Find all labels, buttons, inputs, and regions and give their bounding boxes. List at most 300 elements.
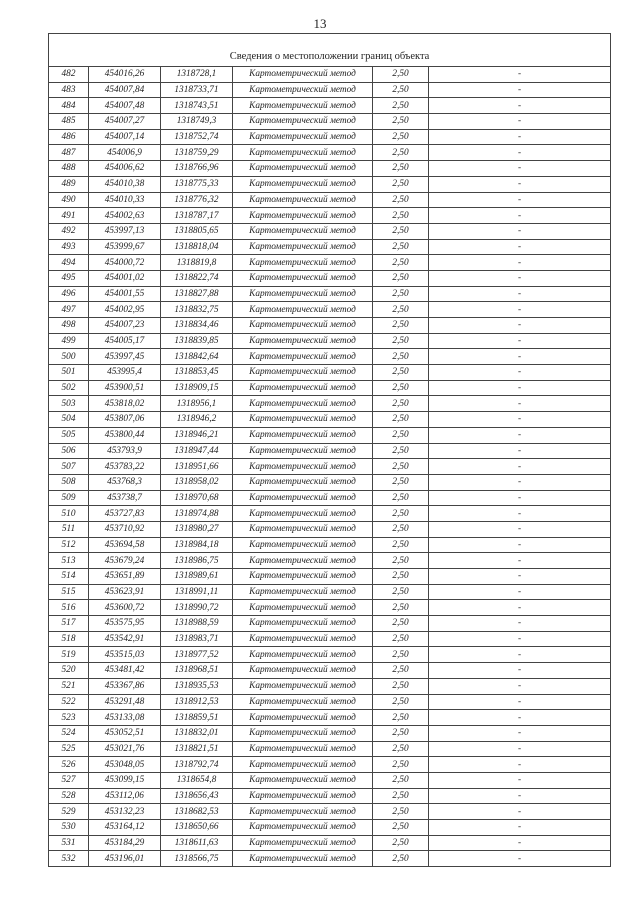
y-coordinate-cell: 1318947,44	[161, 443, 233, 459]
x-coordinate-cell: 453997,13	[89, 223, 161, 239]
x-coordinate-cell: 454005,17	[89, 333, 161, 349]
description-cell: -	[429, 82, 611, 98]
point-number-cell: 496	[49, 286, 89, 302]
point-number-cell: 501	[49, 365, 89, 381]
table-row	[49, 788, 611, 804]
description-cell: -	[429, 851, 611, 867]
x-coordinate-cell: 453807,06	[89, 412, 161, 428]
table-row	[49, 459, 611, 475]
method-cell: Картометрический метод	[233, 176, 373, 192]
table-row	[49, 145, 611, 161]
y-coordinate-cell: 1318792,74	[161, 757, 233, 773]
y-coordinate-cell: 1318989,61	[161, 569, 233, 585]
point-number-cell: 493	[49, 239, 89, 255]
precision-cell: 2,50	[373, 710, 429, 726]
method-cell: Картометрический метод	[233, 145, 373, 161]
method-cell: Картометрический метод	[233, 835, 373, 851]
table-row	[49, 835, 611, 851]
description-cell: -	[429, 600, 611, 616]
point-number-cell: 486	[49, 129, 89, 145]
method-cell: Картометрический метод	[233, 98, 373, 114]
x-coordinate-cell: 453021,76	[89, 741, 161, 757]
method-cell: Картометрический метод	[233, 427, 373, 443]
point-number-cell: 507	[49, 459, 89, 475]
table-row	[49, 239, 611, 255]
y-coordinate-cell: 1318682,53	[161, 804, 233, 820]
y-coordinate-cell: 1318946,2	[161, 412, 233, 428]
point-number-cell: 528	[49, 788, 89, 804]
point-number-cell: 495	[49, 270, 89, 286]
point-number-cell: 509	[49, 490, 89, 506]
x-coordinate-cell: 453679,24	[89, 553, 161, 569]
precision-cell: 2,50	[373, 349, 429, 365]
precision-cell: 2,50	[373, 584, 429, 600]
x-coordinate-cell: 453133,08	[89, 710, 161, 726]
method-cell: Картометрический метод	[233, 67, 373, 83]
x-coordinate-cell: 453900,51	[89, 380, 161, 396]
precision-cell: 2,50	[373, 772, 429, 788]
table-row	[49, 67, 611, 83]
table-row	[49, 741, 611, 757]
x-coordinate-cell: 453052,51	[89, 725, 161, 741]
x-coordinate-cell: 454006,62	[89, 161, 161, 177]
method-cell: Картометрический метод	[233, 302, 373, 318]
y-coordinate-cell: 1318983,71	[161, 631, 233, 647]
description-cell: -	[429, 427, 611, 443]
y-coordinate-cell: 1318909,15	[161, 380, 233, 396]
precision-cell: 2,50	[373, 490, 429, 506]
method-cell: Картометрический метод	[233, 725, 373, 741]
precision-cell: 2,50	[373, 427, 429, 443]
point-number-cell: 499	[49, 333, 89, 349]
x-coordinate-cell: 454010,33	[89, 192, 161, 208]
x-coordinate-cell: 454000,72	[89, 255, 161, 271]
x-coordinate-cell: 453132,23	[89, 804, 161, 820]
y-coordinate-cell: 1318832,01	[161, 725, 233, 741]
table-row	[49, 678, 611, 694]
y-coordinate-cell: 1318827,88	[161, 286, 233, 302]
y-coordinate-cell: 1318958,02	[161, 474, 233, 490]
y-coordinate-cell: 1318980,27	[161, 521, 233, 537]
description-cell: -	[429, 757, 611, 773]
precision-cell: 2,50	[373, 412, 429, 428]
method-cell: Картометрический метод	[233, 114, 373, 130]
precision-cell: 2,50	[373, 725, 429, 741]
precision-cell: 2,50	[373, 208, 429, 224]
x-coordinate-cell: 453164,12	[89, 820, 161, 836]
precision-cell: 2,50	[373, 161, 429, 177]
y-coordinate-cell: 1318986,75	[161, 553, 233, 569]
method-cell: Картометрический метод	[233, 569, 373, 585]
table-row	[49, 412, 611, 428]
x-coordinate-cell: 454002,95	[89, 302, 161, 318]
y-coordinate-cell: 1318749,3	[161, 114, 233, 130]
precision-cell: 2,50	[373, 569, 429, 585]
method-cell: Картометрический метод	[233, 772, 373, 788]
precision-cell: 2,50	[373, 302, 429, 318]
method-cell: Картометрический метод	[233, 161, 373, 177]
x-coordinate-cell: 453575,95	[89, 616, 161, 632]
table-row	[49, 114, 611, 130]
method-cell: Картометрический метод	[233, 757, 373, 773]
x-coordinate-cell: 454007,14	[89, 129, 161, 145]
description-cell: -	[429, 772, 611, 788]
y-coordinate-cell: 1318775,33	[161, 176, 233, 192]
point-number-cell: 515	[49, 584, 89, 600]
description-cell: -	[429, 114, 611, 130]
description-cell: -	[429, 98, 611, 114]
point-number-cell: 491	[49, 208, 89, 224]
table-row	[49, 600, 611, 616]
x-coordinate-cell: 453995,4	[89, 365, 161, 381]
method-cell: Картометрический метод	[233, 459, 373, 475]
method-cell: Картометрический метод	[233, 286, 373, 302]
x-coordinate-cell: 454007,84	[89, 82, 161, 98]
method-cell: Картометрический метод	[233, 239, 373, 255]
y-coordinate-cell: 1318974,88	[161, 506, 233, 522]
description-cell: -	[429, 490, 611, 506]
description-cell: -	[429, 161, 611, 177]
method-cell: Картометрический метод	[233, 396, 373, 412]
point-number-cell: 531	[49, 835, 89, 851]
description-cell: -	[429, 741, 611, 757]
y-coordinate-cell: 1318805,65	[161, 223, 233, 239]
precision-cell: 2,50	[373, 506, 429, 522]
description-cell: -	[429, 521, 611, 537]
point-number-cell: 508	[49, 474, 89, 490]
table-row	[49, 647, 611, 663]
precision-cell: 2,50	[373, 98, 429, 114]
x-coordinate-cell: 453783,22	[89, 459, 161, 475]
y-coordinate-cell: 1318728,1	[161, 67, 233, 83]
y-coordinate-cell: 1318733,71	[161, 82, 233, 98]
x-coordinate-cell: 453818,02	[89, 396, 161, 412]
method-cell: Картометрический метод	[233, 537, 373, 553]
point-number-cell: 483	[49, 82, 89, 98]
y-coordinate-cell: 1318752,74	[161, 129, 233, 145]
x-coordinate-cell: 453112,06	[89, 788, 161, 804]
y-coordinate-cell: 1318759,29	[161, 145, 233, 161]
x-coordinate-cell: 453196,01	[89, 851, 161, 867]
point-number-cell: 522	[49, 694, 89, 710]
method-cell: Картометрический метод	[233, 349, 373, 365]
description-cell: -	[429, 223, 611, 239]
description-cell: -	[429, 380, 611, 396]
description-cell: -	[429, 631, 611, 647]
point-number-cell: 500	[49, 349, 89, 365]
precision-cell: 2,50	[373, 820, 429, 836]
description-cell: -	[429, 678, 611, 694]
table-row	[49, 302, 611, 318]
method-cell: Картометрический метод	[233, 412, 373, 428]
table-row	[49, 129, 611, 145]
precision-cell: 2,50	[373, 788, 429, 804]
description-cell: -	[429, 302, 611, 318]
boundary-coordinates-table	[48, 33, 611, 867]
description-cell: -	[429, 286, 611, 302]
table-row	[49, 349, 611, 365]
precision-cell: 2,50	[373, 678, 429, 694]
method-cell: Картометрический метод	[233, 82, 373, 98]
description-cell: -	[429, 694, 611, 710]
precision-cell: 2,50	[373, 223, 429, 239]
x-coordinate-cell: 453623,91	[89, 584, 161, 600]
point-number-cell: 504	[49, 412, 89, 428]
description-cell: -	[429, 474, 611, 490]
section-title: Сведения о местоположении границ объекта	[49, 34, 611, 67]
method-cell: Картометрический метод	[233, 631, 373, 647]
precision-cell: 2,50	[373, 616, 429, 632]
method-cell: Картометрический метод	[233, 333, 373, 349]
y-coordinate-cell: 1318821,51	[161, 741, 233, 757]
method-cell: Картометрический метод	[233, 647, 373, 663]
point-number-cell: 521	[49, 678, 89, 694]
method-cell: Картометрический метод	[233, 208, 373, 224]
table-row	[49, 380, 611, 396]
method-cell: Картометрический метод	[233, 820, 373, 836]
y-coordinate-cell: 1318990,72	[161, 600, 233, 616]
method-cell: Картометрический метод	[233, 129, 373, 145]
table-row	[49, 192, 611, 208]
y-coordinate-cell: 1318912,53	[161, 694, 233, 710]
precision-cell: 2,50	[373, 270, 429, 286]
description-cell: -	[429, 459, 611, 475]
precision-cell: 2,50	[373, 255, 429, 271]
table-row	[49, 569, 611, 585]
point-number-cell: 527	[49, 772, 89, 788]
x-coordinate-cell: 453768,3	[89, 474, 161, 490]
y-coordinate-cell: 1318951,66	[161, 459, 233, 475]
y-coordinate-cell: 1318656,43	[161, 788, 233, 804]
description-cell: -	[429, 396, 611, 412]
point-number-cell: 497	[49, 302, 89, 318]
y-coordinate-cell: 1318650,66	[161, 820, 233, 836]
description-cell: -	[429, 349, 611, 365]
y-coordinate-cell: 1318787,17	[161, 208, 233, 224]
description-cell: -	[429, 208, 611, 224]
method-cell: Картометрический метод	[233, 584, 373, 600]
point-number-cell: 529	[49, 804, 89, 820]
y-coordinate-cell: 1318984,18	[161, 537, 233, 553]
x-coordinate-cell: 453099,15	[89, 772, 161, 788]
description-cell: -	[429, 804, 611, 820]
method-cell: Картометрический метод	[233, 710, 373, 726]
x-coordinate-cell: 454001,55	[89, 286, 161, 302]
description-cell: -	[429, 365, 611, 381]
precision-cell: 2,50	[373, 474, 429, 490]
description-cell: -	[429, 318, 611, 334]
precision-cell: 2,50	[373, 600, 429, 616]
precision-cell: 2,50	[373, 663, 429, 679]
x-coordinate-cell: 453291,48	[89, 694, 161, 710]
table-row	[49, 725, 611, 741]
y-coordinate-cell: 1318776,32	[161, 192, 233, 208]
point-number-cell: 485	[49, 114, 89, 130]
x-coordinate-cell: 453600,72	[89, 600, 161, 616]
description-cell: -	[429, 333, 611, 349]
table-row	[49, 270, 611, 286]
table-row	[49, 161, 611, 177]
table-row	[49, 631, 611, 647]
description-cell: -	[429, 725, 611, 741]
precision-cell: 2,50	[373, 553, 429, 569]
table-row	[49, 521, 611, 537]
description-cell: -	[429, 255, 611, 271]
description-cell: -	[429, 647, 611, 663]
method-cell: Картометрический метод	[233, 804, 373, 820]
method-cell: Картометрический метод	[233, 663, 373, 679]
x-coordinate-cell: 453481,42	[89, 663, 161, 679]
point-number-cell: 487	[49, 145, 89, 161]
x-coordinate-cell: 453542,91	[89, 631, 161, 647]
point-number-cell: 516	[49, 600, 89, 616]
table-row	[49, 584, 611, 600]
y-coordinate-cell: 1318832,75	[161, 302, 233, 318]
method-cell: Картометрический метод	[233, 443, 373, 459]
y-coordinate-cell: 1318842,64	[161, 349, 233, 365]
point-number-cell: 490	[49, 192, 89, 208]
point-number-cell: 498	[49, 318, 89, 334]
table-row	[49, 255, 611, 271]
description-cell: -	[429, 616, 611, 632]
description-cell: -	[429, 443, 611, 459]
method-cell: Картометрический метод	[233, 255, 373, 271]
point-number-cell: 519	[49, 647, 89, 663]
y-coordinate-cell: 1318853,45	[161, 365, 233, 381]
description-cell: -	[429, 67, 611, 83]
page-number: 13	[313, 16, 327, 31]
table-row	[49, 694, 611, 710]
point-number-cell: 489	[49, 176, 89, 192]
y-coordinate-cell: 1318766,96	[161, 161, 233, 177]
method-cell: Картометрический метод	[233, 318, 373, 334]
method-cell: Картометрический метод	[233, 678, 373, 694]
description-cell: -	[429, 412, 611, 428]
precision-cell: 2,50	[373, 396, 429, 412]
precision-cell: 2,50	[373, 757, 429, 773]
point-number-cell: 510	[49, 506, 89, 522]
precision-cell: 2,50	[373, 82, 429, 98]
description-cell: -	[429, 584, 611, 600]
y-coordinate-cell: 1318968,51	[161, 663, 233, 679]
table-row	[49, 537, 611, 553]
y-coordinate-cell: 1318977,52	[161, 647, 233, 663]
point-number-cell: 503	[49, 396, 89, 412]
table-row	[49, 663, 611, 679]
section-title-row	[49, 34, 611, 67]
description-cell: -	[429, 788, 611, 804]
precision-cell: 2,50	[373, 286, 429, 302]
table-row	[49, 286, 611, 302]
table-row	[49, 427, 611, 443]
point-number-cell: 523	[49, 710, 89, 726]
description-cell: -	[429, 129, 611, 145]
method-cell: Картометрический метод	[233, 741, 373, 757]
x-coordinate-cell: 454007,27	[89, 114, 161, 130]
point-number-cell: 494	[49, 255, 89, 271]
y-coordinate-cell: 1318956,1	[161, 396, 233, 412]
point-number-cell: 532	[49, 851, 89, 867]
point-number-cell: 488	[49, 161, 89, 177]
y-coordinate-cell: 1318834,46	[161, 318, 233, 334]
x-coordinate-cell: 454007,23	[89, 318, 161, 334]
method-cell: Картометрический метод	[233, 192, 373, 208]
precision-cell: 2,50	[373, 380, 429, 396]
table-row	[49, 98, 611, 114]
method-cell: Картометрический метод	[233, 223, 373, 239]
y-coordinate-cell: 1318818,04	[161, 239, 233, 255]
table-row	[49, 223, 611, 239]
table-row	[49, 474, 611, 490]
method-cell: Картометрический метод	[233, 788, 373, 804]
x-coordinate-cell: 454001,02	[89, 270, 161, 286]
y-coordinate-cell: 1318946,21	[161, 427, 233, 443]
x-coordinate-cell: 454006,9	[89, 145, 161, 161]
x-coordinate-cell: 453793,9	[89, 443, 161, 459]
point-number-cell: 513	[49, 553, 89, 569]
table-row	[49, 506, 611, 522]
table-row	[49, 772, 611, 788]
precision-cell: 2,50	[373, 145, 429, 161]
x-coordinate-cell: 453999,67	[89, 239, 161, 255]
method-cell: Картометрический метод	[233, 600, 373, 616]
y-coordinate-cell: 1318822,74	[161, 270, 233, 286]
x-coordinate-cell: 453367,86	[89, 678, 161, 694]
x-coordinate-cell: 453727,83	[89, 506, 161, 522]
method-cell: Картометрический метод	[233, 694, 373, 710]
x-coordinate-cell: 454016,26	[89, 67, 161, 83]
table-row	[49, 176, 611, 192]
precision-cell: 2,50	[373, 631, 429, 647]
point-number-cell: 530	[49, 820, 89, 836]
x-coordinate-cell: 453710,92	[89, 521, 161, 537]
x-coordinate-cell: 453651,89	[89, 569, 161, 585]
table-row	[49, 396, 611, 412]
precision-cell: 2,50	[373, 67, 429, 83]
description-cell: -	[429, 145, 611, 161]
x-coordinate-cell: 453800,44	[89, 427, 161, 443]
precision-cell: 2,50	[373, 459, 429, 475]
precision-cell: 2,50	[373, 443, 429, 459]
point-number-cell: 505	[49, 427, 89, 443]
precision-cell: 2,50	[373, 835, 429, 851]
y-coordinate-cell: 1318654,8	[161, 772, 233, 788]
y-coordinate-cell: 1318743,51	[161, 98, 233, 114]
table-row	[49, 365, 611, 381]
x-coordinate-cell: 453048,05	[89, 757, 161, 773]
precision-cell: 2,50	[373, 333, 429, 349]
y-coordinate-cell: 1318988,59	[161, 616, 233, 632]
table-row	[49, 616, 611, 632]
table-row	[49, 82, 611, 98]
description-cell: -	[429, 835, 611, 851]
table-row	[49, 208, 611, 224]
precision-cell: 2,50	[373, 129, 429, 145]
description-cell: -	[429, 506, 611, 522]
x-coordinate-cell: 453515,03	[89, 647, 161, 663]
y-coordinate-cell: 1318839,85	[161, 333, 233, 349]
method-cell: Картометрический метод	[233, 553, 373, 569]
precision-cell: 2,50	[373, 647, 429, 663]
y-coordinate-cell: 1318859,51	[161, 710, 233, 726]
precision-cell: 2,50	[373, 851, 429, 867]
description-cell: -	[429, 192, 611, 208]
table-row	[49, 553, 611, 569]
y-coordinate-cell: 1318819,8	[161, 255, 233, 271]
description-cell: -	[429, 176, 611, 192]
precision-cell: 2,50	[373, 176, 429, 192]
y-coordinate-cell: 1318611,63	[161, 835, 233, 851]
